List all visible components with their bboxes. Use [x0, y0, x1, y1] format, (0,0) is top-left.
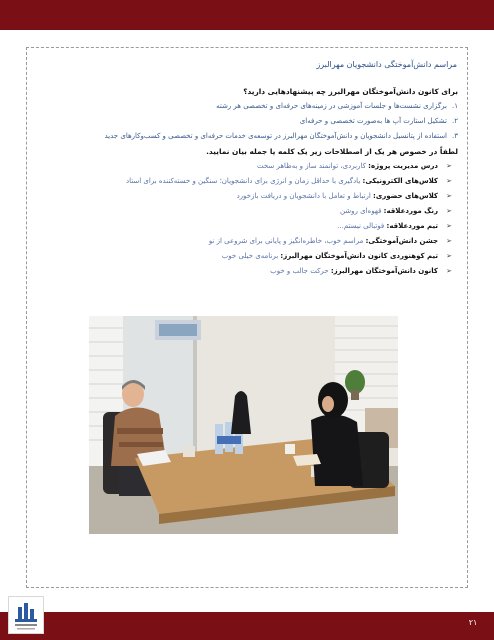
term-item: [38, 264, 452, 279]
term-answer: حرکت جالب و خوب: [270, 267, 329, 275]
term-label: تیم موردعلاقه:: [386, 222, 438, 230]
term-answer: ارتباط و تعامل با دانشجویان و دریافت بازخورد: [236, 192, 371, 200]
check-bullet-icon: ➢: [446, 267, 452, 275]
check-bullet-icon: ➢: [446, 192, 452, 200]
suggestion-item: [38, 114, 458, 129]
suggestion-number: ۳.: [452, 132, 458, 140]
suggestion-text: برگزاری نشست‌ها و جلسات آموزشی در زمینه‌های حرفه‌ای و تخصصی هر رشته: [216, 102, 447, 110]
suggestion-number: ۲.: [452, 117, 458, 125]
term-answer: مراسم خوب، خاطره‌انگیز و پایانی برای شروعی از نو: [208, 237, 364, 245]
suggestion-text: استفاده از پتانسیل دانشجویان و دانش‌آموختگان مهرالبرز در توسعه‌ی خدمات حرفه‌ای و تخصصی و کسب‌وکارهای جدید: [104, 132, 447, 140]
term-item: [38, 204, 452, 219]
term-item: [38, 189, 452, 204]
university-logo-icon: [8, 596, 44, 634]
interview-content: [38, 84, 458, 279]
check-bullet-icon: ➢: [446, 177, 452, 185]
interview-photo: [89, 316, 398, 534]
term-item: [38, 249, 452, 264]
check-bullet-icon: ➢: [446, 252, 452, 260]
term-label: تیم کوهنوردی کانون دانش‌آموختگان مهرالبرز:: [280, 252, 438, 260]
term-answer: یادگیری با حداقل زمان و انرژی برای دانشجویان؛ سنگین و خسته‌کننده برای استاد: [126, 177, 361, 185]
term-answer: قهوه‌ای روشن: [339, 207, 382, 215]
question-suggestions: برای کانون دانش‌آموختگان مهرالبرز چه پیشنهادهایی دارید؟: [243, 87, 458, 96]
check-bullet-icon: ➢: [446, 222, 452, 230]
check-bullet-icon: ➢: [446, 207, 452, 215]
term-item: [38, 174, 452, 189]
term-answer: فوتبالی نیستم...: [337, 222, 385, 230]
suggestion-item: [38, 129, 458, 144]
top-decor-band: [0, 0, 494, 30]
term-label: رنگ موردعلاقه:: [383, 207, 438, 215]
term-answer: کاربردی، توانمند ساز و به‌ظاهر سخت: [257, 162, 366, 170]
term-answer: برنامه‌ی خیلی خوب: [221, 252, 279, 260]
suggestion-item: [38, 99, 458, 114]
term-label: کلاس‌های حضوری:: [373, 192, 438, 200]
term-label: درس مدیریت پروژه:: [368, 162, 438, 170]
page-number: ۲۱: [468, 618, 478, 627]
check-bullet-icon: ➢: [446, 162, 452, 170]
term-item: [38, 234, 452, 249]
term-label: جشن دانش‌آموختگی:: [365, 237, 438, 245]
term-label: کلاس‌های الکترونیکی:: [362, 177, 438, 185]
question-terms: لطفاً در خصوص هر یک از اصطلاحات زیر یک کلمه یا جمله بیان نمایید.: [206, 147, 458, 156]
term-label: کانون دانش‌آموختگان مهرالبرز:: [330, 267, 438, 275]
suggestion-number: ۱.: [452, 102, 458, 110]
check-bullet-icon: ➢: [446, 237, 452, 245]
suggestion-text: تشکیل استارت آپ ها به‌صورت تخصصی و حرفه‌ای: [299, 117, 447, 125]
term-item: [38, 219, 452, 234]
page-header: مراسم دانش‌آموختگی دانشجویان مهرالبرز: [316, 60, 457, 69]
bottom-decor-band: [0, 612, 494, 640]
term-item: [38, 159, 452, 174]
